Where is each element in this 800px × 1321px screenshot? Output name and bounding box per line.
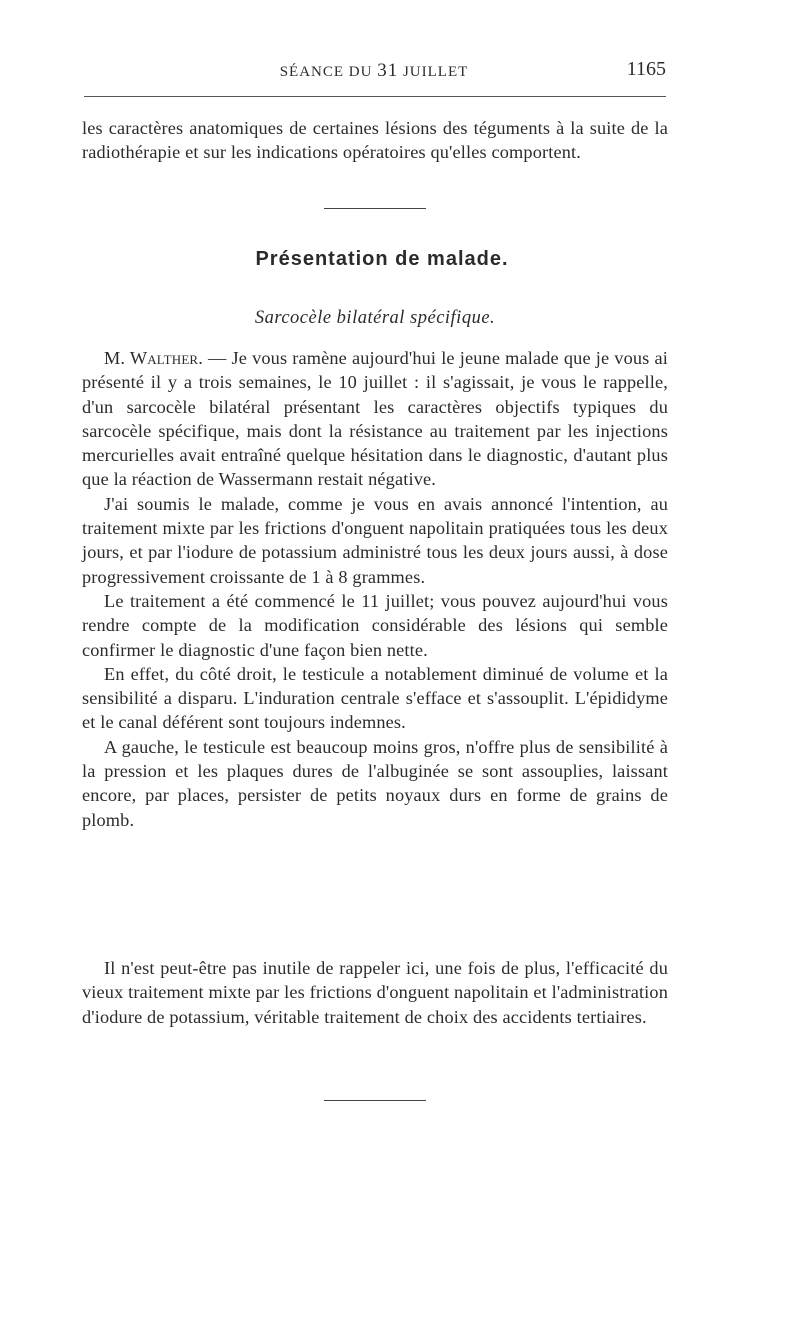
paragraph-1-text: — Je vous ramène aujourd'hui le jeune malade que je vous ai présenté il y a trois semaines, le 10 juillet : il s'agissait, je vous le rappelle, d'un sarcocèle bilatéral présentant les caractères objectifs typiques du sarcocèle spécifique, mais dont la résistance au traitement par les injections mercurielles avait entraîné quelque hésitation dans le diagnostic, d'autant plus que la réaction de Wassermann restait négative. [82, 348, 668, 490]
paragraph-4: En effet, du côté droit, le testicule a notablement diminué de volume et la sensibilité a disparu. L'induration centrale s'efface et s'assouplit. L'épididyme et le canal déférent sont toujours indemnes. [82, 663, 668, 733]
paragraph-2: J'ai soumis le malade, comme je vous en avais annoncé l'intention, au traitement mixte par les frictions d'onguent napolitain pratiquées tous les deux jours, et par l'iodure de potassium administré tous les deux jours aussi, à dose progressivement croissante de 1 à 8 grammes. [82, 493, 668, 587]
continuation-block [82, 116, 668, 165]
section-subtitle: Sarcocèle bilatéral spécifique. [254, 308, 496, 328]
main-text [82, 346, 668, 832]
running-head [82, 60, 666, 88]
end-separator-rule [324, 1100, 426, 1101]
running-title-suffix: JUILLET [398, 64, 469, 80]
paragraph-5: A gauche, le testicule est beaucoup moins gros, n'offre plus de sensibilité à la pression et les plaques dures de l'albuginée se sont assouplies, laissant encore, par places, persister de petits noyaux durs en forme de grains de plomb. [82, 736, 668, 830]
running-title-prefix: SÉANCE DU [279, 64, 378, 80]
running-title-day: 31 [377, 60, 399, 81]
section-separator-rule [324, 208, 426, 209]
section-heading: Présentation de malade. [255, 248, 509, 270]
continuation-paragraph: les caractères anatomiques de certaines lésions des téguments à la suite de la radiothérapie et sur les indications opératoires qu'elles comportent. [82, 118, 668, 163]
header-rule [84, 96, 666, 97]
closing-text [82, 956, 668, 1029]
paragraph-3: Le traitement a été commencé le 11 juillet; vous pouvez aujourd'hui vous rendre compte de la modification considérable des lésions qui semble confirmer le diagnostic d'une façon bien nette. [82, 590, 668, 660]
paragraph-6: Il n'est peut-être pas inutile de rappeler ici, une fois de plus, l'efficacité du vieux traitement mixte par les frictions d'onguent napolitain et l'administration d'iodure de potassium, véritable traitement de choix des accidents tertiaires. [82, 958, 668, 1027]
speaker-name: M. Walther. [104, 348, 203, 368]
page-number: 1165 [626, 58, 666, 80]
paragraph-1 [82, 346, 668, 492]
running-title [82, 60, 666, 82]
